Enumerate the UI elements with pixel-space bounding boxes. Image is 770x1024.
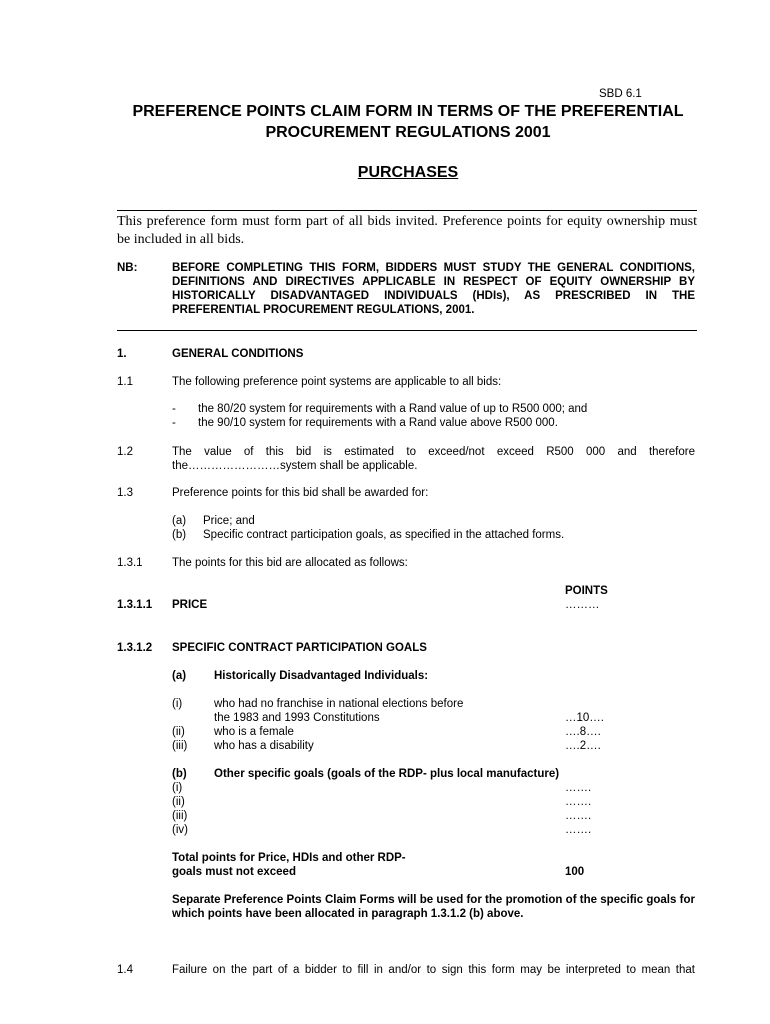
nb-line-1: BEFORE COMPLETING THIS FORM, BIDDERS MUST STUDY THE GENERAL CONDITIONS, — [172, 262, 695, 274]
hdi-item-text: who has a disability — [214, 740, 314, 752]
nb-divider — [117, 330, 697, 331]
price-points-field[interactable]: ……… — [565, 599, 600, 611]
item-label: (a) — [172, 515, 187, 527]
nb-label: NB: — [117, 262, 138, 274]
other-goal-points-field[interactable]: ……. — [565, 782, 592, 794]
other-goal-label: (iv) — [172, 824, 188, 836]
section-1-2-line-2: the……………………system shall be applicable. — [172, 460, 418, 472]
nb-line-3: HISTORICALLY DISADVANTAGED INDIVIDUALS (HDIs), AS PRESCRIBED IN THE — [172, 290, 695, 302]
section-1-1-text: The following preference point systems are applicable to all bids: — [172, 376, 502, 388]
separate-forms-note-line-2: which points have been allocated in paragraph 1.3.1.2 (b) above. — [172, 908, 524, 920]
item-price: Price; and — [203, 515, 255, 527]
intro-line-1: This preference form must form part of all bids invited. Preference points for equity ownership must — [117, 214, 697, 229]
form-code: SBD 6.1 — [599, 88, 642, 100]
hdi-item-label: (i) — [172, 698, 183, 710]
section-1-4-number: 1.4 — [117, 964, 133, 976]
form-title-line-2: PROCUREMENT REGULATIONS 2001 — [265, 124, 551, 141]
hdi-label: (a) — [172, 670, 187, 682]
hdi-female-points[interactable]: ….8…. — [565, 726, 601, 738]
top-divider — [117, 210, 697, 211]
total-points-value: 100 — [565, 866, 585, 878]
hdi-franchise-points[interactable]: …10…. — [565, 712, 604, 724]
other-goal-points-field[interactable]: ……. — [565, 824, 592, 836]
other-goal-label: (ii) — [172, 796, 185, 808]
bullet-dash: - — [172, 403, 176, 415]
other-goals-title: Other specific goals (goals of the RDP- plus local manufacture) — [214, 768, 560, 780]
hdi-disability-points[interactable]: ….2…. — [565, 740, 601, 752]
nb-line-2: DEFINITIONS AND DIRECTIVES APPLICABLE IN RESPECT OF EQUITY OWNERSHIP BY — [172, 276, 695, 288]
form-subtitle: PURCHASES — [357, 164, 459, 181]
section-1-4-text: Failure on the part of a bidder to fill in and/or to sign this form may be interpreted to mean that — [172, 964, 695, 976]
section-1-2-line-1: The value of this bid is estimated to exceed/not exceed R500 000 and therefore — [172, 446, 695, 458]
other-goal-points-field[interactable]: ……. — [565, 810, 592, 822]
section-1-3-1-number: 1.3.1 — [117, 557, 143, 569]
bullet-80-20: the 80/20 system for requirements with a Rand value of up to R500 000; and — [198, 403, 588, 415]
section-1-1-number: 1.1 — [117, 376, 133, 388]
section-1-number: 1. — [117, 348, 127, 360]
section-1-3-text: Preference points for this bid shall be awarded for: — [172, 487, 429, 499]
item-specific-goals: Specific contract participation goals, as specified in the attached forms. — [203, 529, 565, 541]
section-1-2-number: 1.2 — [117, 446, 133, 458]
bullet-dash: - — [172, 417, 176, 429]
hdi-item-text: who is a female — [214, 726, 294, 738]
section-1-3-1-2-title: SPECIFIC CONTRACT PARTICIPATION GOALS — [172, 642, 427, 654]
hdi-title: Historically Disadvantaged Individuals: — [214, 670, 429, 682]
other-goals-label: (b) — [172, 768, 187, 780]
hdi-item-label: (iii) — [172, 740, 188, 752]
total-points-label-line-2: goals must not exceed — [172, 866, 296, 878]
hdi-item-text: the 1983 and 1993 Constitutions — [214, 712, 380, 724]
section-1-3-1-1-number: 1.3.1.1 — [117, 599, 153, 611]
nb-line-4: PREFERENTIAL PROCUREMENT REGULATIONS, 2001. — [172, 304, 475, 316]
form-title-line-1: PREFERENCE POINTS CLAIM FORM IN TERMS OF THE PREFERENTIAL — [132, 103, 684, 120]
section-1-3-1-2-number: 1.3.1.2 — [117, 642, 153, 654]
hdi-item-label: (ii) — [172, 726, 185, 738]
total-points-label-line-1: Total points for Price, HDIs and other RDP- — [172, 852, 406, 864]
section-1-title: GENERAL CONDITIONS — [172, 348, 304, 360]
hdi-item-text: who had no franchise in national elections before — [214, 698, 464, 710]
price-label: PRICE — [172, 599, 208, 611]
other-goal-label: (i) — [172, 782, 183, 794]
separate-forms-note-line-1: Separate Preference Points Claim Forms will be used for the promotion of the specific goals for — [172, 894, 695, 906]
other-goal-points-field[interactable]: ……. — [565, 796, 592, 808]
section-1-3-number: 1.3 — [117, 487, 133, 499]
intro-line-2: be included in all bids. — [117, 232, 245, 247]
section-1-3-1-text: The points for this bid are allocated as follows: — [172, 557, 408, 569]
item-label: (b) — [172, 529, 187, 541]
other-goal-label: (iii) — [172, 810, 188, 822]
bullet-90-10: the 90/10 system for requirements with a Rand value above R500 000. — [198, 417, 558, 429]
points-header: POINTS — [565, 585, 608, 597]
